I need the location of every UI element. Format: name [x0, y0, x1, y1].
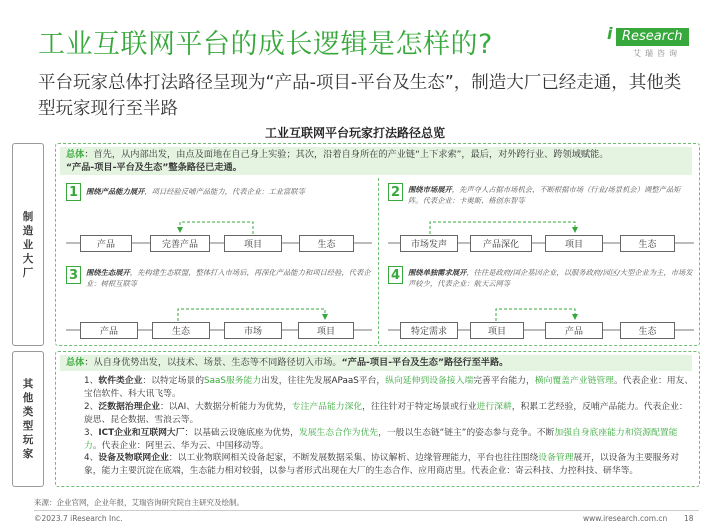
quadrant-3-description — [86, 267, 371, 289]
quadrant-4-desc: ，往往是政府/国企基因企业，以服务政府/园区/大型企业为主，市场发声较少，代表企业：航天云网等 — [408, 268, 693, 288]
logo-chinese-name: 艾瑞咨询 — [633, 49, 681, 58]
detail-item — [84, 401, 694, 427]
summary-highlight: “产品-项目-平台及生态”路径行至半路。 — [341, 357, 509, 368]
side-char: 制 — [22, 210, 34, 223]
quadrant-1-desc: ，项目经验反哺产品能力，代表企业：工业富联等 — [144, 187, 305, 196]
seg: 完善平台能力， — [473, 376, 535, 386]
seg: 。代表企业：用友、宝信软件、科大讯飞等。 — [84, 376, 694, 399]
q3-node-market: 市场 — [224, 322, 282, 339]
side-char: 玩 — [22, 434, 34, 446]
quadrant-2-desc: ，先声夺人占据市场机会，不断根据市场（行业/场景机会）调整产品矩阵。代表企业：卡奥斯、格创东智等 — [408, 185, 681, 205]
item-num: 2、 — [84, 401, 99, 412]
seg: 。代表企业：阿里云、华为云、中国移动等。 — [92, 440, 269, 451]
item-name: 设备及物联网企业 — [98, 453, 169, 464]
seg-highlight: 专注产品能力深化 — [291, 401, 363, 412]
quadrant-2-title: 围绕市场展开 — [408, 185, 452, 194]
q4-node-product: 产品 — [545, 322, 603, 339]
quadrant-1-title: 围绕产品能力展开 — [86, 187, 145, 196]
q3-node-ecosystem: 生态 — [152, 322, 210, 339]
seg: ：以特定场景的 — [142, 376, 204, 386]
seg: ，一般以生态链“链主”的姿态参与竞争。不断 — [378, 427, 555, 438]
item-num: 4、 — [84, 453, 99, 464]
seg: ：以基础云设施底座为优势， — [184, 427, 299, 438]
side-char: 其 — [22, 378, 34, 390]
quadrant-1-description — [86, 186, 371, 197]
diagram-title: 工业互联网平台玩家打法路径总览 — [264, 126, 445, 140]
quadrant-3-title: 围绕生态展开 — [86, 268, 130, 277]
seg: ，往往针对于特定场景或行业 — [362, 401, 477, 412]
seg-highlight: 横向覆盖产业链管理 — [534, 376, 614, 386]
logo-i-mark: i — [607, 24, 613, 43]
q4-node-specific-demand: 特定需求 — [400, 322, 458, 339]
item-num: 3、 — [84, 427, 99, 438]
side-char: 类 — [22, 406, 34, 418]
item-num: 1、 — [84, 376, 99, 386]
quadrant-divider — [378, 178, 379, 344]
side-label-others — [12, 351, 44, 487]
quadrant-4-title: 围绕单独需求展开 — [408, 268, 467, 277]
side-char: 他 — [22, 392, 34, 404]
quadrant-3-desc: ，先构建生态联盟，整体打入市场后，再深化产品能力和项目经验，代表企业：树根互联等 — [86, 268, 371, 288]
q3-node-project: 项目 — [298, 322, 354, 339]
side-char: 业 — [22, 238, 34, 251]
seg-highlight: 发展生态合作为优先 — [298, 427, 379, 438]
side-label-manufacturer — [12, 143, 44, 346]
item-name: 软件类企业 — [98, 376, 143, 386]
q1-node-refine-product: 完善产品 — [150, 235, 210, 252]
seg: 出发，往往先发展APaaS平台， — [261, 376, 386, 386]
seg-highlight: 加强自身底座能力和资源配置能力 — [84, 427, 678, 451]
website-link[interactable]: www.iresearch.com.cn — [583, 514, 668, 523]
detail-item — [84, 375, 694, 401]
copyright: ©2023.7 iResearch Inc. — [34, 514, 123, 523]
seg: 展开，以设备为主要服务对象，能力主要沉淀在底端，生态能力相对较弱，以参与者形式出现在大厂的生态合作、应用商店里。代表企业：寄云科技、力控科技、研华等。 — [84, 453, 680, 477]
summary-highlight: “产品-项目-平台及生态”整条路径已走通。 — [66, 162, 242, 173]
item-name: 泛数据治理企业 — [98, 401, 160, 412]
seg: ：以工业物联网相关设备起家，不断发展数据采集、协议解析、边缘管理能力，平台也往往围绕 — [168, 453, 539, 464]
summary-key: 总体 — [66, 357, 85, 368]
q2-node-market-voice: 市场发声 — [400, 235, 458, 252]
side-char: 家 — [22, 448, 34, 460]
item-name: ICT企业和互联网大厂 — [98, 427, 185, 438]
q2-node-project: 项目 — [545, 235, 603, 252]
quadrant-4-number: 4 — [388, 266, 403, 284]
logo-wordmark: Research — [616, 28, 689, 46]
side-char: 型 — [22, 420, 34, 432]
detail-item — [84, 427, 694, 453]
q4-node-ecosystem: 生态 — [620, 322, 675, 339]
quadrant-2-description — [408, 184, 693, 206]
source-note: 来源：企业官网，企业年报，艾瑞咨询研究院自主研究及绘制。 — [34, 498, 244, 507]
seg-highlight: SaaS服务能力 — [204, 376, 262, 386]
summary-key: 总体 — [66, 149, 85, 160]
detail-item — [84, 452, 694, 478]
side-char: 大 — [22, 252, 34, 265]
quadrant-2-number: 2 — [388, 183, 403, 201]
summary-text: ：从自身优势出发，以技术、场景、生态等不同路径切入市场。 — [84, 357, 342, 368]
manufacturer-summary — [60, 147, 692, 175]
q4-node-project: 项目 — [470, 322, 524, 339]
others-details — [84, 375, 694, 478]
page-subtitle: 平台玩家总体打法路径呈现为“产品-项目-平台及生态”，制造大厂已经走通，其他类型玩家现行至半路 — [38, 73, 682, 119]
quadrant-3-number: 3 — [66, 266, 81, 284]
seg-highlight: 设备管理 — [538, 453, 574, 464]
seg-highlight: 进行深耕 — [476, 401, 512, 412]
q3-node-product: 产品 — [80, 322, 138, 339]
q1-node-product: 产品 — [80, 235, 132, 252]
seg: ：以AI、大数据分析能力为优势， — [160, 401, 292, 412]
page-number: 18 — [684, 514, 694, 523]
q1-node-ecosystem: 生态 — [299, 235, 354, 252]
side-char: 厂 — [22, 266, 34, 279]
quadrant-4-description — [408, 267, 693, 289]
others-summary — [60, 355, 692, 371]
seg-highlight: 纵向延伸到设备接入端 — [385, 376, 474, 386]
q1-node-project: 项目 — [224, 235, 282, 252]
summary-text: ：首先，从内部出发，由点及面地在自己身上实验；其次，沿着自身所在的产业链“上下求索”，最后，对外跨行业、跨领域赋能。 — [84, 149, 609, 160]
q2-node-ecosystem: 生态 — [620, 235, 675, 252]
side-char: 造 — [22, 224, 34, 237]
seg: ，积累工艺经验，反哺产品能力。代表企业：旋思、昆仑数据、雪浪云等。 — [84, 401, 688, 425]
quadrant-1-number: 1 — [66, 183, 81, 201]
page-title: 工业互联网平台的成长逻辑是怎样的? — [38, 29, 493, 60]
footer-divider — [34, 510, 699, 511]
q2-node-product-deepen: 产品深化 — [470, 235, 532, 252]
